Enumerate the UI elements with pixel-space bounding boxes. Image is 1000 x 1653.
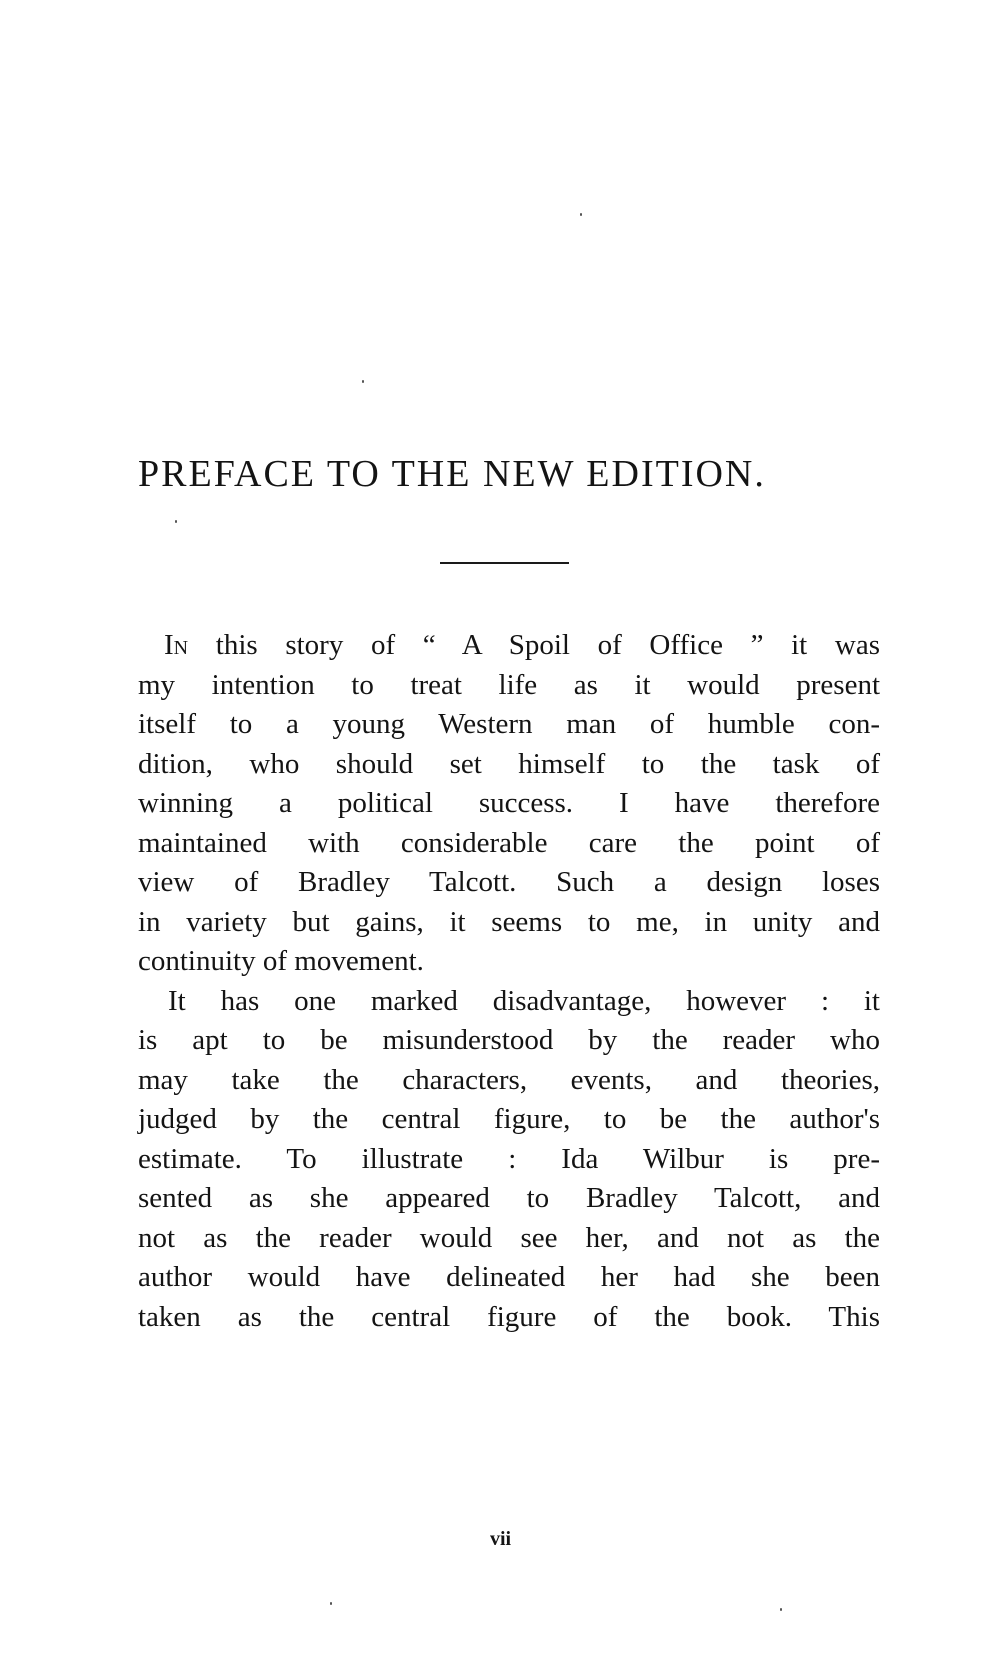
- line-text: this story of “ A Spoil of Office ” it was: [188, 629, 880, 661]
- text-line: winning a political success. I have therefore: [138, 787, 880, 819]
- text-line: view of Bradley Talcott. Such a design loses: [138, 866, 880, 898]
- text-line: continuity of movement.: [138, 945, 424, 977]
- ink-speck: [175, 520, 177, 523]
- text-line: my intention to treat life as it would present: [138, 668, 880, 701]
- text-line: author would have delineated her had she been: [138, 1261, 880, 1293]
- text-line: is apt to be misunderstood by the reader who: [138, 1024, 880, 1056]
- ink-speck: [330, 1602, 332, 1605]
- text-line: judged by the central figure, to be the author's: [138, 1103, 880, 1135]
- text-line: estimate. To illustrate : Ida Wilbur is pre-: [138, 1142, 880, 1175]
- text-line: in variety but gains, it seems to me, in unity and: [138, 905, 880, 938]
- title-divider: [440, 562, 569, 564]
- text-line: may take the characters, events, and theories,: [138, 1063, 880, 1096]
- ink-speck: [362, 380, 364, 383]
- dropcap-word: In: [164, 629, 189, 661]
- page-number: vii: [490, 1528, 512, 1550]
- preface-title: PREFACE TO THE NEW EDITION.: [138, 453, 766, 495]
- text-line: maintained with considerable care the point of: [138, 826, 880, 859]
- text-line: sented as she appeared to Bradley Talcott, and: [138, 1182, 880, 1214]
- text-line: taken as the central figure of the book. This: [138, 1300, 880, 1333]
- ink-speck: [580, 213, 582, 216]
- text-line: [138, 626, 880, 666]
- ink-speck: [780, 1608, 782, 1611]
- text-line: It has one marked disadvantage, however : it: [168, 984, 880, 1017]
- text-line: dition, who should set himself to the task of: [138, 747, 880, 780]
- text-line: itself to a young Western man of humble con-: [138, 708, 880, 740]
- text-line: not as the reader would see her, and not as the: [138, 1221, 880, 1254]
- preface-body: [138, 626, 880, 1337]
